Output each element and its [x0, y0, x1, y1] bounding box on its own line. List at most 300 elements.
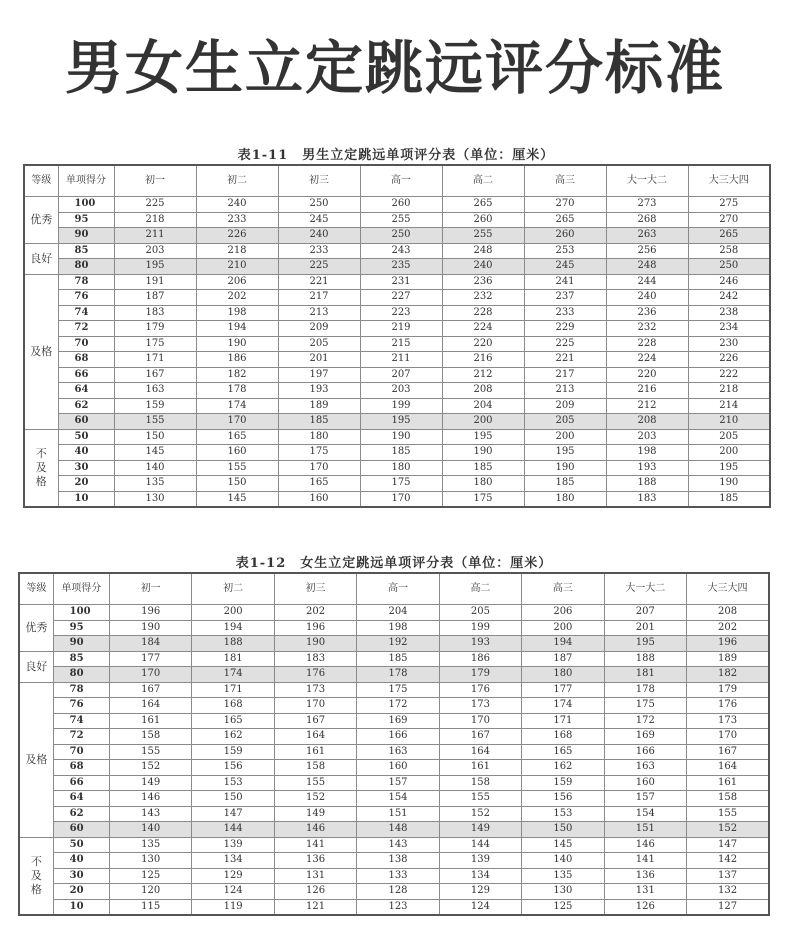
- value-cell: 136: [604, 868, 686, 884]
- score-cell: 66: [58, 367, 114, 383]
- value-cell: 255: [442, 228, 524, 244]
- value-cell: 132: [687, 884, 769, 900]
- table-row: [19, 760, 769, 776]
- value-cell: 238: [688, 305, 770, 321]
- value-cell: 179: [687, 682, 769, 698]
- value-cell: 227: [360, 290, 442, 306]
- value-cell: 150: [196, 476, 278, 492]
- value-cell: 198: [357, 620, 439, 636]
- value-cell: 180: [522, 667, 604, 683]
- value-cell: 213: [524, 383, 606, 399]
- value-cell: 208: [606, 414, 688, 430]
- value-cell: 159: [522, 775, 604, 791]
- value-cell: 154: [357, 791, 439, 807]
- value-cell: 119: [192, 899, 274, 915]
- score-cell: 80: [53, 667, 109, 683]
- value-cell: 208: [442, 383, 524, 399]
- value-cell: 174: [192, 667, 274, 683]
- value-cell: 187: [114, 290, 196, 306]
- value-cell: 229: [524, 321, 606, 337]
- value-cell: 203: [114, 243, 196, 259]
- value-cell: 126: [604, 899, 686, 915]
- value-cell: 165: [278, 476, 360, 492]
- table-row: [24, 491, 770, 507]
- value-cell: 250: [278, 197, 360, 213]
- value-cell: 169: [604, 729, 686, 745]
- value-cell: 186: [196, 352, 278, 368]
- value-cell: 178: [357, 667, 439, 683]
- value-cell: 163: [114, 383, 196, 399]
- grade-header: 高一: [360, 165, 442, 197]
- value-cell: 256: [606, 243, 688, 259]
- value-cell: 253: [524, 243, 606, 259]
- level-cell: 及格: [19, 682, 53, 837]
- grade-header: 初一: [114, 165, 196, 197]
- value-cell: 162: [522, 760, 604, 776]
- table-row: [19, 899, 769, 915]
- value-cell: 124: [192, 884, 274, 900]
- table-row: [24, 398, 770, 414]
- value-cell: 188: [604, 651, 686, 667]
- value-cell: 185: [442, 460, 524, 476]
- value-cell: 241: [524, 274, 606, 290]
- value-cell: 210: [196, 259, 278, 275]
- value-cell: 195: [442, 429, 524, 445]
- value-cell: 192: [357, 636, 439, 652]
- value-cell: 263: [606, 228, 688, 244]
- value-cell: 200: [192, 605, 274, 621]
- value-cell: 177: [522, 682, 604, 698]
- value-cell: 175: [442, 491, 524, 507]
- boys-score-table: [23, 164, 771, 508]
- value-cell: 146: [109, 791, 191, 807]
- value-cell: 189: [278, 398, 360, 414]
- value-cell: 185: [278, 414, 360, 430]
- score-cell: 70: [58, 336, 114, 352]
- grade-header: 高三: [524, 165, 606, 197]
- value-cell: 157: [357, 775, 439, 791]
- value-cell: 174: [522, 698, 604, 714]
- value-cell: 234: [688, 321, 770, 337]
- grade-header: 初二: [196, 165, 278, 197]
- girls-table-caption: 表1-12 女生立定跳远单项评分表（单位：厘米）: [235, 556, 553, 571]
- score-cell: 78: [53, 682, 109, 698]
- value-cell: 206: [522, 605, 604, 621]
- value-cell: 209: [524, 398, 606, 414]
- value-cell: 217: [278, 290, 360, 306]
- value-cell: 158: [274, 760, 356, 776]
- grade-header: 初一: [109, 573, 191, 605]
- value-cell: 141: [274, 837, 356, 853]
- table-row: [19, 713, 769, 729]
- value-cell: 188: [606, 476, 688, 492]
- value-cell: 232: [606, 321, 688, 337]
- table-row: [24, 429, 770, 445]
- value-cell: 127: [687, 899, 769, 915]
- table-row: [24, 383, 770, 399]
- value-cell: 177: [109, 651, 191, 667]
- table-row: [19, 853, 769, 869]
- value-cell: 151: [357, 806, 439, 822]
- header-row: [24, 165, 770, 197]
- value-cell: 219: [360, 321, 442, 337]
- value-cell: 144: [192, 822, 274, 838]
- value-cell: 205: [439, 605, 521, 621]
- page-title: 男女生立定跳远评分标准: [64, 34, 725, 102]
- value-cell: 164: [439, 744, 521, 760]
- value-cell: 214: [688, 398, 770, 414]
- value-cell: 172: [357, 698, 439, 714]
- value-cell: 202: [196, 290, 278, 306]
- value-cell: 208: [687, 605, 769, 621]
- girls-score-table: [18, 572, 770, 916]
- value-cell: 151: [604, 822, 686, 838]
- value-cell: 216: [442, 352, 524, 368]
- value-cell: 228: [442, 305, 524, 321]
- table-row: [19, 822, 769, 838]
- score-cell: 64: [58, 383, 114, 399]
- value-cell: 163: [357, 744, 439, 760]
- value-cell: 135: [522, 868, 604, 884]
- value-cell: 175: [604, 698, 686, 714]
- value-cell: 173: [439, 698, 521, 714]
- value-cell: 184: [109, 636, 191, 652]
- value-cell: 178: [196, 383, 278, 399]
- value-cell: 163: [604, 760, 686, 776]
- value-cell: 182: [196, 367, 278, 383]
- value-cell: 196: [274, 620, 356, 636]
- score-cell: 85: [53, 651, 109, 667]
- score-cell: 64: [53, 791, 109, 807]
- table-row: [24, 352, 770, 368]
- value-cell: 213: [278, 305, 360, 321]
- value-cell: 260: [442, 212, 524, 228]
- value-cell: 207: [360, 367, 442, 383]
- score-cell: 70: [53, 744, 109, 760]
- value-cell: 195: [114, 259, 196, 275]
- value-cell: 146: [604, 837, 686, 853]
- value-cell: 196: [109, 605, 191, 621]
- table-row: [19, 744, 769, 760]
- value-cell: 250: [360, 228, 442, 244]
- value-cell: 160: [604, 775, 686, 791]
- value-cell: 134: [192, 853, 274, 869]
- value-cell: 235: [360, 259, 442, 275]
- value-cell: 195: [688, 460, 770, 476]
- value-cell: 149: [274, 806, 356, 822]
- value-cell: 174: [196, 398, 278, 414]
- value-cell: 190: [109, 620, 191, 636]
- level-cell: 良好: [24, 243, 58, 274]
- value-cell: 115: [109, 899, 191, 915]
- value-cell: 260: [360, 197, 442, 213]
- value-cell: 216: [606, 383, 688, 399]
- value-cell: 180: [524, 491, 606, 507]
- value-cell: 153: [192, 775, 274, 791]
- value-cell: 167: [114, 367, 196, 383]
- value-cell: 195: [360, 414, 442, 430]
- value-cell: 211: [114, 228, 196, 244]
- value-cell: 155: [114, 414, 196, 430]
- value-cell: 218: [114, 212, 196, 228]
- value-cell: 156: [192, 760, 274, 776]
- value-cell: 200: [688, 445, 770, 461]
- table-row: [19, 636, 769, 652]
- value-cell: 245: [278, 212, 360, 228]
- score-cell: 74: [58, 305, 114, 321]
- table-row: [19, 651, 769, 667]
- value-cell: 150: [192, 791, 274, 807]
- value-cell: 270: [688, 212, 770, 228]
- value-cell: 237: [524, 290, 606, 306]
- value-cell: 231: [360, 274, 442, 290]
- value-cell: 190: [196, 336, 278, 352]
- score-cell: 50: [58, 429, 114, 445]
- value-cell: 170: [196, 414, 278, 430]
- value-cell: 156: [522, 791, 604, 807]
- table-row: [24, 228, 770, 244]
- value-cell: 197: [278, 367, 360, 383]
- value-cell: 135: [114, 476, 196, 492]
- value-cell: 196: [687, 636, 769, 652]
- value-cell: 162: [192, 729, 274, 745]
- table-row: [24, 445, 770, 461]
- table-row: [19, 884, 769, 900]
- value-cell: 175: [360, 476, 442, 492]
- value-cell: 185: [688, 491, 770, 507]
- value-cell: 236: [606, 305, 688, 321]
- value-cell: 204: [357, 605, 439, 621]
- value-cell: 207: [604, 605, 686, 621]
- value-cell: 245: [524, 259, 606, 275]
- score-cell: 100: [58, 197, 114, 213]
- table-row: [19, 729, 769, 745]
- value-cell: 194: [196, 321, 278, 337]
- score-cell: 76: [53, 698, 109, 714]
- table-row: [19, 791, 769, 807]
- value-cell: 135: [109, 837, 191, 853]
- value-cell: 167: [687, 744, 769, 760]
- value-cell: 165: [522, 744, 604, 760]
- score-cell: 68: [53, 760, 109, 776]
- value-cell: 161: [109, 713, 191, 729]
- value-cell: 147: [192, 806, 274, 822]
- value-cell: 155: [109, 744, 191, 760]
- value-cell: 200: [522, 620, 604, 636]
- value-cell: 265: [524, 212, 606, 228]
- score-cell: 20: [58, 476, 114, 492]
- value-cell: 152: [274, 791, 356, 807]
- table-row: [19, 667, 769, 683]
- value-cell: 199: [360, 398, 442, 414]
- grade-header: 初三: [278, 165, 360, 197]
- value-cell: 141: [604, 853, 686, 869]
- value-cell: 233: [196, 212, 278, 228]
- value-cell: 224: [442, 321, 524, 337]
- value-cell: 232: [442, 290, 524, 306]
- value-cell: 129: [439, 884, 521, 900]
- grade-header: 初三: [274, 573, 356, 605]
- value-cell: 120: [109, 884, 191, 900]
- value-cell: 194: [192, 620, 274, 636]
- value-cell: 155: [687, 806, 769, 822]
- value-cell: 202: [274, 605, 356, 621]
- value-cell: 143: [357, 837, 439, 853]
- value-cell: 230: [688, 336, 770, 352]
- value-cell: 128: [357, 884, 439, 900]
- value-cell: 220: [442, 336, 524, 352]
- value-cell: 144: [439, 837, 521, 853]
- value-cell: 240: [442, 259, 524, 275]
- value-cell: 268: [606, 212, 688, 228]
- value-cell: 218: [196, 243, 278, 259]
- value-cell: 171: [522, 713, 604, 729]
- score-cell: 60: [53, 822, 109, 838]
- value-cell: 168: [192, 698, 274, 714]
- level-cell: 不及格: [19, 837, 53, 915]
- score-cell: 78: [58, 274, 114, 290]
- value-cell: 145: [114, 445, 196, 461]
- level-cell: 良好: [19, 651, 53, 682]
- score-cell: 90: [58, 228, 114, 244]
- value-cell: 190: [688, 476, 770, 492]
- value-cell: 154: [604, 806, 686, 822]
- table-row: [24, 274, 770, 290]
- value-cell: 140: [522, 853, 604, 869]
- value-cell: 150: [522, 822, 604, 838]
- value-cell: 167: [109, 682, 191, 698]
- value-cell: 171: [114, 352, 196, 368]
- value-cell: 180: [360, 460, 442, 476]
- value-cell: 181: [604, 667, 686, 683]
- value-cell: 171: [192, 682, 274, 698]
- table-row: [19, 620, 769, 636]
- value-cell: 185: [357, 651, 439, 667]
- value-cell: 193: [439, 636, 521, 652]
- value-cell: 130: [522, 884, 604, 900]
- value-cell: 179: [114, 321, 196, 337]
- value-cell: 130: [109, 853, 191, 869]
- score-cell: 72: [53, 729, 109, 745]
- value-cell: 147: [687, 837, 769, 853]
- value-cell: 265: [442, 197, 524, 213]
- score-cell: 85: [58, 243, 114, 259]
- score-header: 单项得分: [53, 573, 109, 605]
- level-cell: 及格: [24, 274, 58, 429]
- value-cell: 134: [439, 868, 521, 884]
- value-cell: 187: [522, 651, 604, 667]
- score-cell: 40: [53, 853, 109, 869]
- value-cell: 145: [522, 837, 604, 853]
- value-cell: 215: [360, 336, 442, 352]
- table-row: [19, 682, 769, 698]
- value-cell: 203: [360, 383, 442, 399]
- value-cell: 190: [524, 460, 606, 476]
- grade-header: 高二: [442, 165, 524, 197]
- table-row: [24, 243, 770, 259]
- value-cell: 130: [114, 491, 196, 507]
- value-cell: 178: [604, 682, 686, 698]
- score-header: 单项得分: [58, 165, 114, 197]
- value-cell: 152: [109, 760, 191, 776]
- value-cell: 131: [274, 868, 356, 884]
- value-cell: 220: [606, 367, 688, 383]
- value-cell: 124: [439, 899, 521, 915]
- value-cell: 153: [522, 806, 604, 822]
- table-row: [24, 321, 770, 337]
- value-cell: 255: [360, 212, 442, 228]
- value-cell: 190: [360, 429, 442, 445]
- value-cell: 149: [439, 822, 521, 838]
- value-cell: 131: [604, 884, 686, 900]
- table-row: [19, 868, 769, 884]
- value-cell: 204: [442, 398, 524, 414]
- value-cell: 159: [114, 398, 196, 414]
- table-row: [19, 775, 769, 791]
- score-cell: 20: [53, 884, 109, 900]
- value-cell: 225: [114, 197, 196, 213]
- score-cell: 30: [58, 460, 114, 476]
- grade-header: 高二: [439, 573, 521, 605]
- value-cell: 201: [278, 352, 360, 368]
- value-cell: 158: [439, 775, 521, 791]
- value-cell: 158: [687, 791, 769, 807]
- value-cell: 195: [524, 445, 606, 461]
- grade-header: 高三: [522, 573, 604, 605]
- value-cell: 136: [274, 853, 356, 869]
- value-cell: 176: [274, 667, 356, 683]
- table-row: [24, 290, 770, 306]
- score-cell: 76: [58, 290, 114, 306]
- value-cell: 201: [604, 620, 686, 636]
- value-cell: 176: [439, 682, 521, 698]
- value-cell: 152: [687, 822, 769, 838]
- value-cell: 157: [604, 791, 686, 807]
- value-cell: 205: [688, 429, 770, 445]
- value-cell: 173: [274, 682, 356, 698]
- value-cell: 185: [360, 445, 442, 461]
- value-cell: 244: [606, 274, 688, 290]
- value-cell: 125: [109, 868, 191, 884]
- score-cell: 95: [58, 212, 114, 228]
- value-cell: 202: [687, 620, 769, 636]
- value-cell: 243: [360, 243, 442, 259]
- value-cell: 176: [687, 698, 769, 714]
- value-cell: 194: [522, 636, 604, 652]
- grade-header: 初二: [192, 573, 274, 605]
- value-cell: 210: [688, 414, 770, 430]
- value-cell: 275: [688, 197, 770, 213]
- value-cell: 250: [688, 259, 770, 275]
- value-cell: 148: [357, 822, 439, 838]
- value-cell: 205: [278, 336, 360, 352]
- score-cell: 10: [58, 491, 114, 507]
- value-cell: 142: [687, 853, 769, 869]
- value-cell: 193: [278, 383, 360, 399]
- score-cell: 60: [58, 414, 114, 430]
- value-cell: 270: [524, 197, 606, 213]
- value-cell: 173: [687, 713, 769, 729]
- value-cell: 195: [604, 636, 686, 652]
- value-cell: 228: [606, 336, 688, 352]
- value-cell: 170: [687, 729, 769, 745]
- value-cell: 160: [357, 760, 439, 776]
- value-cell: 170: [278, 460, 360, 476]
- grade-header: 高一: [357, 573, 439, 605]
- value-cell: 168: [522, 729, 604, 745]
- value-cell: 172: [604, 713, 686, 729]
- table-row: [24, 336, 770, 352]
